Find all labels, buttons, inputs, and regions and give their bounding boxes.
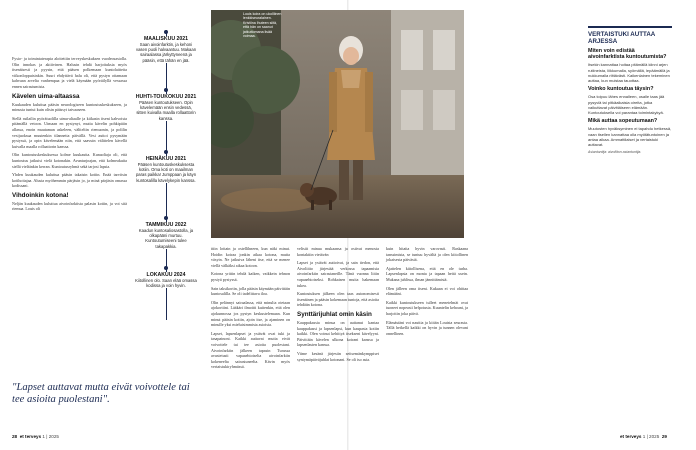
timeline-dot (164, 266, 168, 270)
timeline-dot (164, 30, 168, 34)
body-paragraph: Fysio- ja toimintaterapia aloitettiin terveyskeskuksen vuodeosastolla. Olin innokas ja aktiivinen. Halusin tehdä harjoituksia myös itsenäisesti ja pyysin, että pääsen polkemaan kuntolaitteita viikonloppuisinkin. Suuri ehdyttävä halu oli, että pystyn ottamaan kahvaan arvelta vanhempaa ja vielä käymään pyöräilyllä vessassa ennen sairastumista. (12, 56, 127, 89)
sidebar-answer: Osa toipuu lähes ennalleen, osalle taas jää pysyviä tai pitkäaikaisia oireita, jotka vaikuttavat päivittäiseen elämään. Kuntoutuksella voi parantaa toimintakykyä. (588, 94, 665, 116)
issue-number: 1 | 2025 (642, 434, 660, 439)
timeline-text: Kaadun kuntosaliosastolla, ja olkapääni murtuu. Kuntoutumiseeni tulee takapakkia. (133, 228, 199, 249)
body-paragraph: Olen jälleen oma itseni. Kukaan ei voi ohittaa elämääni. (386, 285, 468, 297)
body-paragraph: Lapset ja ystävät auttoivat, ja sain tiedon, että Aivoliitto järjestää verkossa tapaamisia aivoinfarktin sairastaneille. Tänä vuonna liitin vapaaehtoiseksi. Rohkaisen muita hakemaan tukea. (297, 260, 379, 288)
body-paragraph: Ajattelen kiitollisena, että en ole turha. Lapsenlapsia on monia ja tapaan heitä usein. Mukana juhlissa, ilman jännittämistä. (386, 265, 468, 282)
sidebar-vertaistuki (588, 26, 672, 155)
left-text-column (12, 56, 127, 215)
issue-number: 1 | 2025 (42, 434, 59, 439)
body-paragraph: Siellä ruilailin pyörätuolilla uima-altaalle ja kiikasin itseni kahvoista pitämällä vetoon. Uimaan en pystynyt, mutta kävelin pohkipäiin allassa, enoin muutaman askeleen, väliteltin riemuonin, ja polilin vesijuoksua muutenkin tilannetta päivällä. Vesi auttoi pysymään pystyssä, ja opin kävelemään niin, että saavuin välittelen kävellä kuivalla maalla rollaattorin kanssa. (12, 115, 127, 149)
left-folio (12, 434, 59, 439)
body-paragraph: Neljän kuukauden kuluttua aivoinfarktista palasin kotiin, ja voi sitä riemua. Louis oli (12, 200, 127, 212)
sidebar-question: Voinko kuntoutua täysin? (588, 86, 654, 93)
pull-quote: "Lapset auttavat mutta eivät voivottele tai tee asioita puolestani". (12, 382, 190, 406)
body-paragraph: Olin pelännyt sairaalassa, että minulta otetaan ajokorttini. Lääkäri ilmoitti kuitenkin, että olen ajokunnossa jos pystyn keskustelemaan. Kun minut pääsin kotiin, ajoin itse, ja ajaminen on minulle yksi mieluisimmista asioista. (211, 299, 290, 328)
body-paragraph: kuin hitaita hyvin varovasti. Raskaana tanssimista, se tuntuu hyvältä ja olen kiitollinen jokaisesta päivästä. (386, 246, 468, 263)
timeline-text: Pääsen kuntoutuskeskuksesta kotiin. Oma koti on maailman paras paikka! Jumppaan ja käyn kuntosalilla kävelykepin kanssa. (133, 162, 199, 183)
timeline-text: Pääsen kuntoutukseen. Opin kävelemään ensin vedessä, sitten kuivalla maalla rollaattorin kanssa. (133, 100, 199, 121)
photo-caption: Louis koira on ukolliinen lenkkiseuralainen. Kristiina lhuteen siitä, että hän on saanut jatkuttomana lisää voimaa. (243, 12, 282, 39)
photo-illustration (211, 10, 464, 238)
sidebar-answer: Muutosten hyväksyminen ei tapahdu hetkessä, vaan itsellen kannattaa olla myötätuntoinen ja antaa aikaa. Ammattilaiset ja vertaistuki auttavat. (588, 126, 672, 148)
body-paragraph: ttiin lottain ja ostellihneen, kun näki minut. Hoidin koiraa jonkin aikaa kotona, mutta väsyin. Ne jatkuiva läheni itse, että se menee viellä välkäksi aikaa kotoon. (211, 246, 290, 268)
page-number: 28 (12, 434, 18, 439)
photo-woman-with-dog (211, 10, 464, 238)
timeline-dot (164, 150, 168, 154)
magazine-title: et terveys (620, 434, 642, 439)
subheading-synttarijuhlat: Synttärijuhlat omin käsin (297, 310, 372, 318)
body-paragraph: veltsiit minua mukaansa ja ostivat menosta kontaktiin vietävän (297, 246, 379, 257)
timeline-entry (133, 216, 199, 249)
body-paragraph: Lapset, lapsenlapset ja ystävät ovat tuki ja tasapainoni. Kaikki auttavat mutta eivät voivottele tai tee asioita puolestani. Aivoinfarktin jälkeen tapasin Turussa avustetusti vapaaehtoiselta aivoinfarktin kokeneelta sairastuneelta. Kävin myös vertaistukiryhmässä. (211, 330, 290, 370)
body-paragraph: Yhden kuukauden kuluttua pääsin takaisin kotiin. Enää tarvitsin kotihoitajaa. Alusta myöhemmin pärjäsin jo, ja minä pärjäsin omassa kodissani. (12, 172, 127, 189)
body-paragraph: Sain taksikortin, jolla pääsin käymään päivittäin kuntosalilla. Se oli tadelittava iloa. (211, 285, 290, 297)
timeline-dot (164, 88, 168, 92)
body-paragraph: Kuntoutuksen jälkeen olen taas autonomisesti itsenäinen ja pääsin kokemaan tuntoja, että asioita tehdään kotona. (297, 291, 379, 308)
body-paragraph: Kuukauden kuluttua pääsin neurologiseen kuntoutuskeskukseen, ja minusta tuntui kuin olisin päässyt taivaaseen. (12, 101, 127, 113)
page-number: 29 (661, 434, 667, 439)
timeline-entry (133, 150, 199, 183)
magazine-title: et terveys (19, 434, 42, 439)
body-paragraph: Olin kuntoutuskeskuksessa kolme kuukautta. Kunaoliaja oli, että kuntoutus jatkuisi vielä kotonakin. Avuntarjoajan, että kolmeakuita siellä vieläinkin kerran. Kuntoutusryhmä sekä tarjosi lapsia. (12, 152, 127, 169)
sidebar-question: Miten voin edistää aivoinfarktista kuntoutumista? (588, 48, 667, 61)
body-paragraph: Kotona yrittin tehdä kaiken, vaikkein tehnon pystyä pystyssä. (211, 271, 290, 282)
right-text-column-b (297, 246, 379, 365)
sidebar-title: VERTAISTUKI AUTTAA ARJESSA (588, 26, 672, 45)
timeline-date: MAALISKUU 2021 (133, 36, 199, 42)
timeline-date: HEINÄKUU 2021 (133, 156, 199, 162)
body-paragraph: Kauppakassia minua on auttanut kantaa kauppakassi ja lapsenlapsi, kun kaupasta kotiin kaikki. Olen voinut kehittyä itsekseni kävelyyni. Päivittäin kävelen ulkona koirani kanssa ja lapsenlasten kanssa. (297, 319, 379, 348)
timeline-date: TAMMIKUU 2022 (133, 222, 199, 228)
timeline-entry (133, 266, 199, 288)
timeline-entry (133, 88, 199, 121)
subheading-vihdoinkin-kotona: Vihdoinkin kotona! (12, 191, 69, 199)
right-text-column-c (386, 246, 468, 339)
sidebar-question: Mikä auttaa sopeutumaan? (588, 118, 658, 125)
timeline-text: Saan aivoinfarktin, ja kehoni vasen puoli halvaantuu. Makaan sairaalassa järkyttyneenä ja pääsin, että tähän en jää. (133, 42, 199, 63)
sidebar-source-note: Asiantuntija: aivoliiton asiantuntija. (588, 150, 642, 155)
body-paragraph: Viime kesänä järjestin seitsemänkymppiset syntymäpäiväjuhlat kotonani. Se oli iso asia. (297, 350, 379, 362)
body-paragraph: Kaikki kuntoutukseen tulleet menetelmät ovat tuoneet nopeasti helpotusta. Kuuntelin kehoani, ja harjoitin joka päivä. (386, 299, 468, 316)
right-text-column-a (211, 246, 290, 373)
subheading-uima-altaassa: Kävelen uima-altaassa (12, 92, 80, 100)
timeline-text: Kiitollinen olo. Saan elää omassa kodissa ja voin hyvin. (133, 278, 199, 288)
body-paragraph: Elämästäni voi nauttia ja kiitän Louista seurasta. Tällä hetkellä kaikki on hyvin ja tunnen olevani onnellinen. (386, 319, 468, 336)
timeline-date: LOKAKUU 2024 (133, 272, 199, 278)
timeline-dot (164, 216, 168, 220)
timeline-entry (133, 30, 199, 63)
timeline-date: HUHTI-TOUKOKUU 2021 (133, 94, 199, 100)
right-folio (620, 434, 667, 439)
sidebar-answer: Itsekin kannattaa hoitaa pitämällä kiinni arjen rutiineista, liikkumalla, syömällä, lepäämällä ja nukkumalla riittävästi. Kaikenlainen tekeminen auttaa, kun muistaa tauottaa. (588, 62, 670, 84)
